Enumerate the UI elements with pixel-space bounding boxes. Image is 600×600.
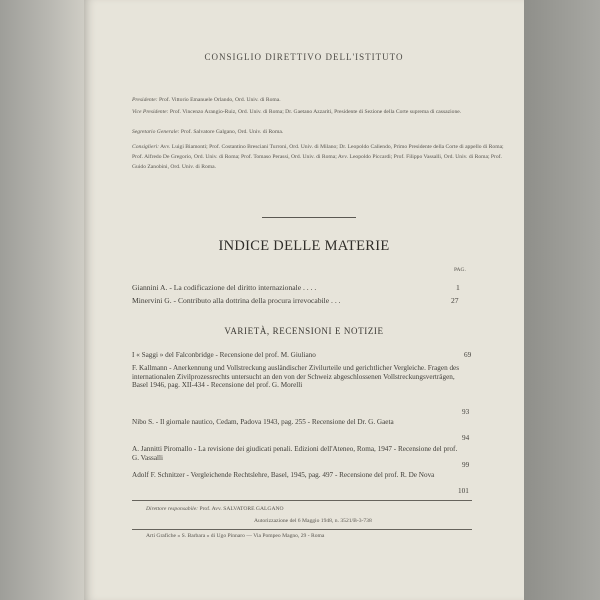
footer-authorization: Autorizzazione del 6 Maggio 1948, n. 3521/B-3-738 bbox=[254, 518, 372, 524]
council-title: CONSIGLIO DIRETTIVO DELL'ISTITUTO bbox=[204, 52, 404, 62]
review-page: 99 bbox=[462, 461, 470, 469]
index-title: INDICE DELLE MATERIE bbox=[218, 238, 390, 254]
president-role: Presidente: bbox=[132, 97, 158, 103]
toc-article-page: 27 bbox=[451, 296, 459, 305]
footer-rule-top bbox=[132, 500, 472, 501]
secretary-role: Segretario Generale: bbox=[132, 129, 180, 135]
review-page: 93 bbox=[462, 408, 470, 416]
book-edge-shadow bbox=[524, 0, 600, 600]
vice-president-role: Vice Presidente: bbox=[132, 109, 169, 115]
vice-president-text: Prof. Vincenzo Arangio-Ruiz, Ord. Univ. di Roma; Dr. Gaetano Azzariti, Presidente di Sezione della Corte suprema di cassazione. bbox=[169, 109, 462, 115]
director-role: Direttore responsabile: bbox=[146, 506, 199, 512]
council-vice-president bbox=[132, 108, 512, 118]
page-column-label: PAG. bbox=[454, 267, 466, 273]
document-page bbox=[84, 0, 524, 600]
review-page: 94 bbox=[462, 434, 470, 442]
director-name: Prof. Avv. SALVATORE GALGANO bbox=[199, 506, 284, 512]
review-page: 69 bbox=[464, 351, 472, 359]
council-councillors bbox=[132, 143, 512, 172]
section-divider bbox=[262, 217, 356, 218]
footer-printer: Arti Grafiche « S. Barbara » di Ugo Pinnaro — Via Pompeo Magno, 29 - Roma bbox=[146, 533, 325, 539]
council-secretary bbox=[132, 128, 512, 138]
review-entry: Nibo S. - Il giornale nautico, Cedam, Padova 1943, pag. 255 - Recensione del Dr. G. Gaeta bbox=[132, 418, 394, 426]
review-entry: I « Saggi » del Falconbridge - Recensione del prof. M. Giuliano bbox=[132, 351, 316, 359]
toc-article: Giannini A. - La codificazione del diritto internazionale . . . . bbox=[132, 283, 317, 292]
president-text: Prof. Vittorio Emanuele Orlando, Ord. Univ. di Roma. bbox=[158, 97, 281, 103]
footer-rule-middle bbox=[132, 529, 472, 530]
secretary-text: Prof. Salvatore Galgano, Ord. Univ. di Roma. bbox=[180, 129, 284, 135]
toc-article-page: 1 bbox=[456, 283, 460, 292]
councillors-role: Consiglieri: bbox=[132, 144, 160, 150]
footer-director bbox=[146, 506, 284, 512]
section-title: VARIETÀ, RECENSIONI E NOTIZIE bbox=[224, 326, 384, 336]
council-president bbox=[132, 96, 512, 106]
review-entry: F. Kallmann - Anerkennung und Vollstreckung ausländischer Zivilurteile und gerichtlicher Vergleiche. Fragen des internationalen Zivilprozessrechts untersucht an den von der Schweiz abgeschlossenen Vollstreckungsverträgen, Basel 1946, pag. XII-434 - Recensione del prof. G. Morelli bbox=[132, 364, 460, 390]
review-page: 101 bbox=[458, 487, 469, 495]
review-entry: A. Jannitti Piromallo - La revisione dei giudicati penali. Edizioni dell'Ateneo, Roma, 1947 - Recensione del prof. G. Vassalli bbox=[132, 445, 458, 462]
councillors-text: Avv. Luigi Biamonti; Prof. Costantino Bresciani Turroni, Ord. Univ. di Milano; Dr. Leopoldo Caliendo, Primo Presidente della Corte di appello di Roma; Prof. Alfredo De Gregorio, Ord. Univ. di Roma; Prof. Tomaso Perassi, Ord. Univ. di Roma; Avv. Leopoldo Piccardi; Prof. Filippo Vassalli, Ord. Univ. di Roma; Prof. Guido Zanobini, Ord. Univ. di Roma. bbox=[132, 144, 504, 170]
book-spine-shadow bbox=[0, 0, 84, 600]
toc-article: Minervini G. - Contributo alla dottrina della procura irrevocabile . . . bbox=[132, 296, 341, 305]
review-entry: Adolf F. Schnitzer - Vergleichende Rechtslehre, Basel, 1945, pag. 497 - Recensione del prof. R. De Nova bbox=[132, 471, 435, 479]
